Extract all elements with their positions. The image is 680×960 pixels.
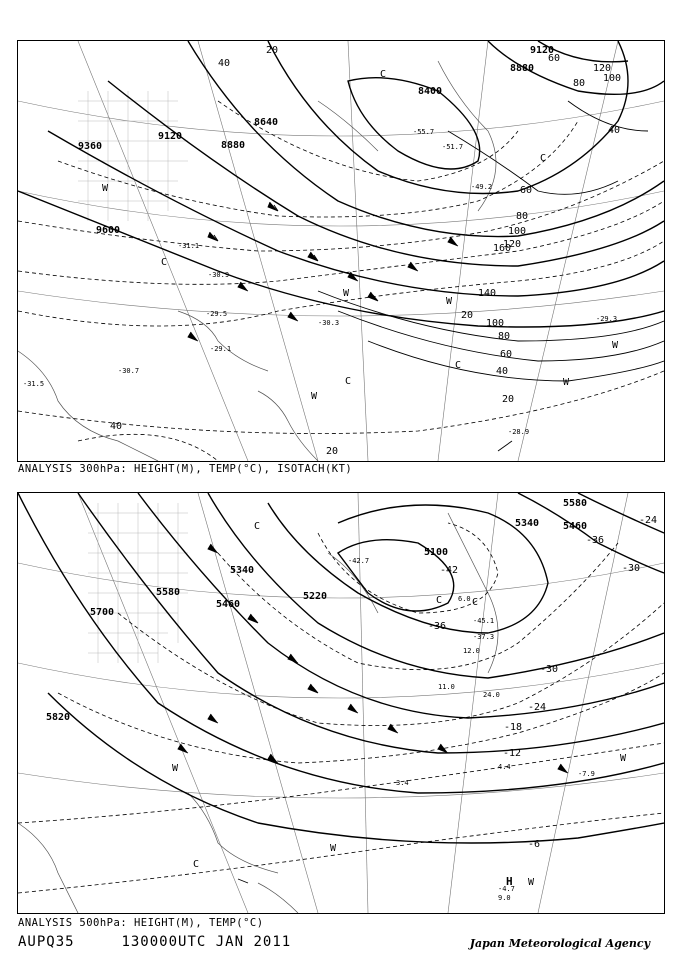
station-value: 9.0 <box>498 894 511 902</box>
temp-label: -12 <box>503 748 522 759</box>
warm-marker: W <box>343 288 350 299</box>
height-label: 5340 <box>230 565 255 576</box>
graticule <box>18 41 664 461</box>
height-label: 8880 <box>510 63 535 74</box>
warm-marker: W <box>563 377 570 388</box>
warm-marker: W <box>612 340 619 351</box>
height-label: 5460 <box>216 599 241 610</box>
temperature-isotherms <box>18 101 664 461</box>
height-label: 9120 <box>158 131 183 142</box>
warm-marker: W <box>102 183 109 194</box>
high-pressure-marker: H <box>506 875 513 888</box>
temp-label: -7.9 <box>578 770 595 778</box>
height-contours <box>18 493 664 843</box>
temp-label: -18 <box>504 722 523 733</box>
cold-marker: C <box>472 597 479 608</box>
warm-marker: W <box>311 391 318 402</box>
temp-label: -29.1 <box>210 345 232 353</box>
height-label: 5220 <box>303 591 328 602</box>
warm-marker: W <box>620 753 627 764</box>
warm-marker: W <box>172 763 179 774</box>
chart-title: AUPQ35 <box>18 934 75 950</box>
temp-label: -51.7 <box>442 143 464 151</box>
temp-label: -42 <box>440 565 459 576</box>
isotach-label: 120 <box>593 63 612 74</box>
temp-label: -28.9 <box>508 428 530 436</box>
station-value: 12.0 <box>463 647 480 655</box>
map-panel-500hpa <box>17 492 665 914</box>
isotach-label: 60 <box>500 349 513 360</box>
temp-label: -29.5 <box>206 310 228 318</box>
cold-marker: C <box>540 153 547 164</box>
isotach-label: 40 <box>608 125 621 136</box>
station-value: 6.0 <box>458 595 471 603</box>
isotach-label: 120 <box>503 239 522 250</box>
isotach-label: 40 <box>110 421 123 432</box>
isotach-label: 20 <box>502 394 515 405</box>
valid-time: 130000UTC JAN 2011 <box>121 934 292 950</box>
height-label: 9120 <box>530 45 555 56</box>
isotach-label: 20 <box>326 446 339 457</box>
isotach-label: 100 <box>508 226 527 237</box>
isotach-label: 60 <box>548 53 561 64</box>
warm-marker: W <box>446 296 453 307</box>
height-label: 8400 <box>418 86 443 97</box>
isotach-label: 20 <box>266 45 279 56</box>
temp-label: -30 <box>622 563 641 574</box>
temp-label: -30 <box>540 664 559 675</box>
temp-label: -30.9 <box>208 271 230 279</box>
isotach-label: 160 <box>493 243 512 254</box>
cold-marker: C <box>254 521 261 532</box>
caption-500hpa: ANALYSIS 500hPa: HEIGHT(M), TEMP(°C) <box>18 917 264 929</box>
agency-name: Japan Meteorological Agency <box>469 937 650 950</box>
height-label: 9600 <box>96 225 121 236</box>
temp-label: -49.2 <box>471 183 493 191</box>
isotach-label: 80 <box>516 211 529 222</box>
map-300hpa-svg <box>18 41 664 461</box>
station-value: 4.4 <box>498 763 511 771</box>
warm-marker: W <box>528 877 535 888</box>
height-label: 8880 <box>221 140 246 151</box>
height-label: 5580 <box>156 587 181 598</box>
caption-300hpa: ANALYSIS 300hPa: HEIGHT(M), TEMP(°C), ISOTACH(KT) <box>18 463 353 475</box>
temp-label: -45.1 <box>473 617 495 625</box>
cold-marker: C <box>161 257 168 268</box>
height-contours <box>18 41 664 327</box>
temp-label: -29.3 <box>596 315 618 323</box>
temp-label: -30.7 <box>118 367 140 375</box>
cold-marker: C <box>345 376 352 387</box>
station-value: 24.0 <box>483 691 500 699</box>
temp-label: -42.7 <box>348 557 370 565</box>
isotach-label: 80 <box>573 78 586 89</box>
isotach-label: 100 <box>486 318 505 329</box>
station-value: 11.0 <box>438 683 455 691</box>
temp-label: -4.7 <box>498 885 515 893</box>
isotach-label: 80 <box>498 331 511 342</box>
cold-marker: C <box>380 69 387 80</box>
isotach-label: 100 <box>603 73 622 84</box>
temp-label: -24 <box>639 515 658 526</box>
height-label-9120-a <box>158 131 182 142</box>
chart-id-line <box>18 934 291 950</box>
temp-label: -36 <box>586 535 605 546</box>
map-panel-300hpa <box>17 40 665 462</box>
height-label: 5820 <box>46 712 71 723</box>
isotach-label: 140 <box>478 288 497 299</box>
map-500hpa-svg <box>18 493 664 913</box>
temp-label: -36 <box>428 621 447 632</box>
hatching <box>78 91 188 221</box>
height-label: 5460 <box>563 521 588 532</box>
wind-barbs <box>178 544 568 883</box>
station-value: 3.4 <box>396 779 409 787</box>
temp-label: -24 <box>528 702 547 713</box>
temp-label: -37.3 <box>473 633 495 641</box>
temp-label: -30.3 <box>318 319 340 327</box>
cold-marker: C <box>193 859 200 870</box>
height-label: 8640 <box>254 117 279 128</box>
height-label: 9360 <box>78 141 103 152</box>
height-label: 5700 <box>90 607 115 618</box>
cold-marker: C <box>436 595 443 606</box>
temp-label: -31.1 <box>178 242 200 250</box>
isotach-label: 20 <box>461 310 474 321</box>
height-label: 5340 <box>515 518 540 529</box>
height-label: 5100 <box>424 547 449 558</box>
temp-label: -6 <box>528 839 541 850</box>
height-label: 5580 <box>563 498 588 509</box>
isotach-label: 60 <box>520 185 533 196</box>
warm-marker: W <box>330 843 337 854</box>
isotach-label: 40 <box>496 366 509 377</box>
isotach-label: 40 <box>218 58 231 69</box>
cold-marker: C <box>455 360 462 371</box>
temp-label: -31.5 <box>23 380 45 388</box>
temp-label: -55.7 <box>413 128 435 136</box>
